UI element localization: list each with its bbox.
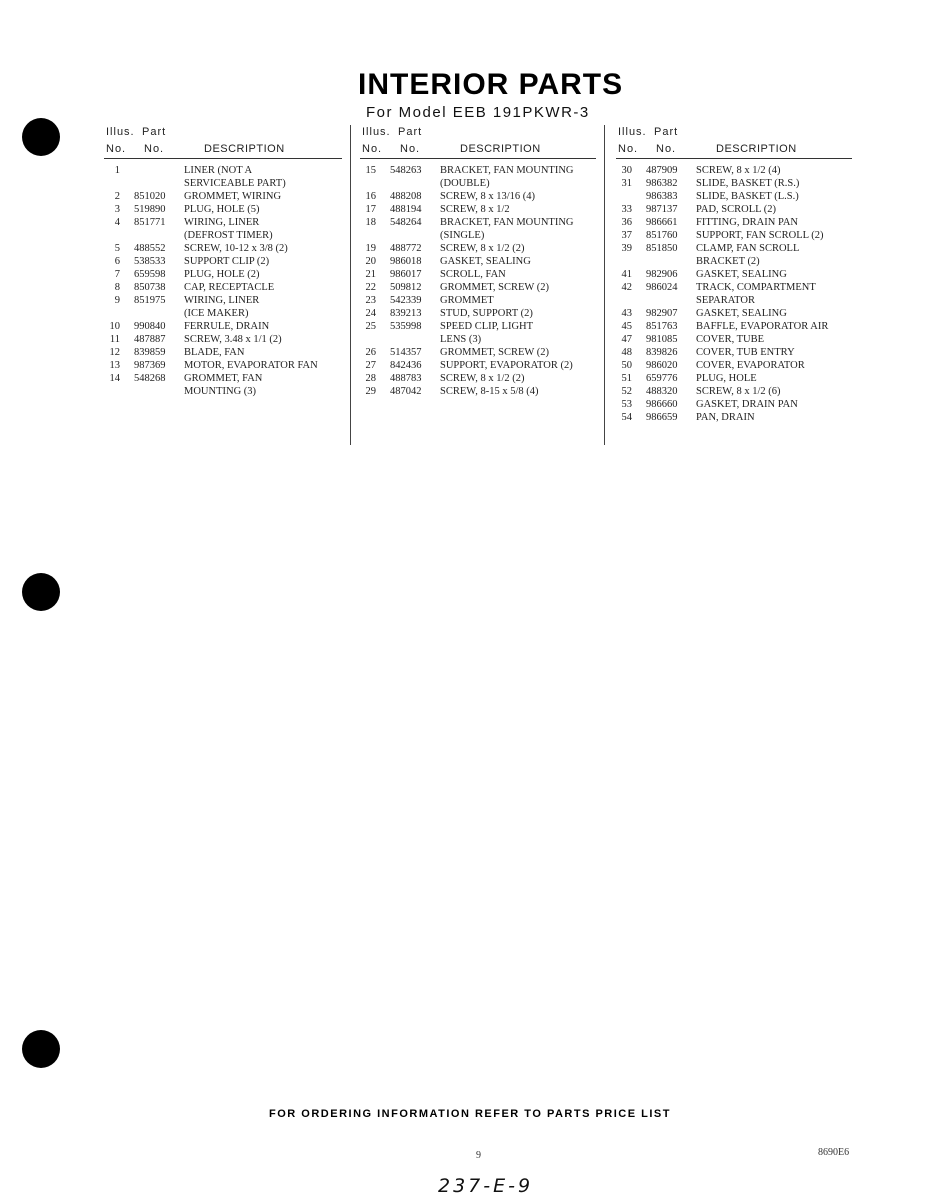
part-description: SCREW, 8 x 1/2 (4) <box>696 165 781 176</box>
part-number: 986382 <box>646 178 678 189</box>
column-header <box>616 124 852 159</box>
part-number: 538533 <box>134 256 166 267</box>
part-number: 542339 <box>390 295 422 306</box>
illus-number: 20 <box>365 256 376 267</box>
part-number: 839213 <box>390 308 422 319</box>
header-illus: Illus. <box>618 126 647 138</box>
illus-number: 26 <box>365 347 376 358</box>
part-row <box>616 294 852 307</box>
parts-rows <box>104 159 342 398</box>
illus-number: 17 <box>365 204 376 215</box>
part-row <box>360 333 596 346</box>
header-part-no: No. <box>144 143 165 155</box>
part-number: 487042 <box>390 386 422 397</box>
part-row <box>360 281 596 294</box>
part-number: 488208 <box>390 191 422 202</box>
part-row <box>616 411 852 424</box>
part-number: 659776 <box>646 373 678 384</box>
header-part: Part <box>398 126 423 138</box>
part-row <box>104 190 342 203</box>
part-row <box>616 320 852 333</box>
illus-number: 16 <box>365 191 376 202</box>
model-subtitle: For Model EEB 191PKWR-3 <box>366 104 590 121</box>
illus-number: 24 <box>365 308 376 319</box>
part-row <box>616 177 852 190</box>
part-description: (DEFROST TIMER) <box>184 230 273 241</box>
page-number: 9 <box>476 1150 481 1161</box>
part-number: 514357 <box>390 347 422 358</box>
illus-number: 1 <box>114 165 120 176</box>
part-number: 535998 <box>390 321 422 332</box>
part-description: GASKET, SEALING <box>440 256 531 267</box>
part-description: GROMMET, WIRING <box>184 191 282 202</box>
header-description: DESCRIPTION <box>460 143 541 155</box>
part-number: 986024 <box>646 282 678 293</box>
part-row <box>616 398 852 411</box>
part-number: 659598 <box>134 269 166 280</box>
header-description: DESCRIPTION <box>204 143 285 155</box>
part-number: 851020 <box>134 191 166 202</box>
binder-hole-middle <box>22 573 60 611</box>
part-description: (DOUBLE) <box>440 178 490 189</box>
part-row <box>360 385 596 398</box>
part-row <box>616 346 852 359</box>
part-row <box>104 320 342 333</box>
part-row <box>616 255 852 268</box>
part-description: FITTING, DRAIN PAN <box>696 217 798 228</box>
part-description: BRACKET, FAN MOUNTING <box>440 165 574 176</box>
parts-column-3 <box>616 124 852 424</box>
illus-number: 36 <box>621 217 632 228</box>
column-divider <box>604 125 605 445</box>
part-number: 987369 <box>134 360 166 371</box>
part-description: GASKET, DRAIN PAN <box>696 399 798 410</box>
part-number: 982906 <box>646 269 678 280</box>
part-row <box>616 307 852 320</box>
column-header <box>104 124 342 159</box>
part-row <box>360 268 596 281</box>
illus-number: 18 <box>365 217 376 228</box>
part-row <box>616 372 852 385</box>
part-number: 986383 <box>646 191 678 202</box>
part-number: 986660 <box>646 399 678 410</box>
part-number: 986018 <box>390 256 422 267</box>
illus-number: 51 <box>621 373 632 384</box>
part-description: BAFFLE, EVAPORATOR AIR <box>696 321 829 332</box>
illus-number: 29 <box>365 386 376 397</box>
part-number: 487887 <box>134 334 166 345</box>
illus-number: 5 <box>114 243 120 254</box>
part-description: PLUG, HOLE (2) <box>184 269 260 280</box>
part-number: 548264 <box>390 217 422 228</box>
part-number: 509812 <box>390 282 422 293</box>
part-number: 488772 <box>390 243 422 254</box>
part-number: 842436 <box>390 360 422 371</box>
illus-number: 30 <box>621 165 632 176</box>
header-illus-no: No. <box>106 143 127 155</box>
illus-number: 53 <box>621 399 632 410</box>
part-row <box>360 294 596 307</box>
illus-number: 23 <box>365 295 376 306</box>
illus-number: 8 <box>114 282 120 293</box>
header-illus-no: No. <box>362 143 383 155</box>
part-number: 982907 <box>646 308 678 319</box>
part-number: 851763 <box>646 321 678 332</box>
part-row <box>360 164 596 177</box>
part-row <box>360 359 596 372</box>
part-row <box>104 307 342 320</box>
binder-hole-bottom <box>22 1030 60 1068</box>
part-number: 851760 <box>646 230 678 241</box>
part-row <box>104 216 342 229</box>
part-description: STUD, SUPPORT (2) <box>440 308 533 319</box>
illus-number: 21 <box>365 269 376 280</box>
illus-number: 50 <box>621 360 632 371</box>
part-number: 851975 <box>134 295 166 306</box>
header-part: Part <box>654 126 679 138</box>
part-row <box>104 372 342 385</box>
part-number: 987137 <box>646 204 678 215</box>
part-row <box>104 255 342 268</box>
part-row <box>616 281 852 294</box>
part-number: 488194 <box>390 204 422 215</box>
part-description: (ICE MAKER) <box>184 308 249 319</box>
part-description: PAD, SCROLL (2) <box>696 204 777 215</box>
illus-number: 10 <box>109 321 120 332</box>
part-description: SEPARATOR <box>696 295 755 306</box>
part-description: SUPPORT, EVAPORATOR (2) <box>440 360 573 371</box>
part-row <box>104 242 342 255</box>
part-description: SCROLL, FAN <box>440 269 506 280</box>
part-description: COVER, TUB ENTRY <box>696 347 795 358</box>
illus-number: 9 <box>114 295 120 306</box>
illus-number: 14 <box>109 373 120 384</box>
part-number: 981085 <box>646 334 678 345</box>
column-divider <box>350 125 351 445</box>
part-description: TRACK, COMPARTMENT <box>696 282 816 293</box>
part-description: SCREW, 8 x 1/2 <box>440 204 510 215</box>
part-row <box>104 385 342 398</box>
part-description: GROMMET, SCREW (2) <box>440 347 549 358</box>
illus-number: 11 <box>109 334 120 345</box>
part-number: 488783 <box>390 373 422 384</box>
part-row <box>360 190 596 203</box>
header-description: DESCRIPTION <box>716 143 797 155</box>
part-description: BRACKET, FAN MOUNTING <box>440 217 574 228</box>
part-row <box>616 190 852 203</box>
part-row <box>360 255 596 268</box>
part-description: MOUNTING (3) <box>184 386 257 397</box>
illus-number: 19 <box>365 243 376 254</box>
illus-number: 2 <box>114 191 120 202</box>
part-description: SUPPORT, FAN SCROLL (2) <box>696 230 824 241</box>
part-row <box>616 359 852 372</box>
part-row <box>104 359 342 372</box>
part-description: CAP, RECEPTACLE <box>184 282 275 293</box>
document-code: 8690E6 <box>818 1147 850 1158</box>
part-row <box>360 203 596 216</box>
part-description: SLIDE, BASKET (L.S.) <box>696 191 799 202</box>
part-description: SCREW, 3.48 x 1/1 (2) <box>184 334 282 345</box>
part-description: SLIDE, BASKET (R.S.) <box>696 178 800 189</box>
page-title: INTERIOR PARTS <box>358 68 624 101</box>
part-row <box>104 294 342 307</box>
part-number: 839859 <box>134 347 166 358</box>
illus-number: 43 <box>621 308 632 319</box>
part-description: COVER, EVAPORATOR <box>696 360 805 371</box>
illus-number: 52 <box>621 386 632 397</box>
binder-hole-top <box>22 118 60 156</box>
part-row <box>360 229 596 242</box>
illus-number: 28 <box>365 373 376 384</box>
part-row <box>104 268 342 281</box>
parts-column-2 <box>360 124 596 398</box>
part-number: 986661 <box>646 217 678 228</box>
part-row <box>104 177 342 190</box>
part-description: MOTOR, EVAPORATOR FAN <box>184 360 318 371</box>
part-row <box>360 372 596 385</box>
part-number: 519890 <box>134 204 166 215</box>
part-row <box>360 307 596 320</box>
part-description: FERRULE, DRAIN <box>184 321 270 332</box>
illus-number: 27 <box>365 360 376 371</box>
part-description: GROMMET, FAN <box>184 373 263 384</box>
part-row <box>616 216 852 229</box>
header-part-no: No. <box>656 143 677 155</box>
part-number: 548263 <box>390 165 422 176</box>
illus-number: 4 <box>114 217 120 228</box>
part-description: BLADE, FAN <box>184 347 245 358</box>
illus-number: 22 <box>365 282 376 293</box>
illus-number: 39 <box>621 243 632 254</box>
header-illus: Illus. <box>362 126 391 138</box>
illus-number: 47 <box>621 334 632 345</box>
illus-number: 45 <box>621 321 632 332</box>
part-description: PLUG, HOLE <box>696 373 757 384</box>
part-description: BRACKET (2) <box>696 256 760 267</box>
illus-number: 12 <box>109 347 120 358</box>
part-description: GASKET, SEALING <box>696 269 787 280</box>
part-description: LENS (3) <box>440 334 482 345</box>
header-illus: Illus. <box>106 126 135 138</box>
illus-number: 6 <box>114 256 120 267</box>
illus-number: 31 <box>621 178 632 189</box>
illus-number: 13 <box>109 360 120 371</box>
parts-rows <box>360 159 596 398</box>
part-row <box>616 333 852 346</box>
header-illus-no: No. <box>618 143 639 155</box>
part-number: 990840 <box>134 321 166 332</box>
illus-number: 41 <box>621 269 632 280</box>
part-row <box>104 281 342 294</box>
part-row <box>104 229 342 242</box>
part-number: 488552 <box>134 243 166 254</box>
illus-number: 15 <box>365 165 376 176</box>
part-description: SCREW, 10-12 x 3/8 (2) <box>184 243 288 254</box>
illus-number: 42 <box>621 282 632 293</box>
part-description: WIRING, LINER <box>184 295 260 306</box>
part-number: 851771 <box>134 217 166 228</box>
part-description: SERVICEABLE PART) <box>184 178 286 189</box>
part-row <box>360 216 596 229</box>
part-description: SCREW, 8 x 1/2 (2) <box>440 373 525 384</box>
parts-rows <box>616 159 852 424</box>
part-row <box>104 164 342 177</box>
part-description: SCREW, 8-15 x 5/8 (4) <box>440 386 539 397</box>
illus-number: 7 <box>114 269 120 280</box>
part-row <box>104 333 342 346</box>
part-number: 986017 <box>390 269 422 280</box>
part-description: LINER (NOT A <box>184 165 253 176</box>
part-number: 487909 <box>646 165 678 176</box>
part-row <box>616 164 852 177</box>
part-number: 839826 <box>646 347 678 358</box>
header-part: Part <box>142 126 167 138</box>
illus-number: 33 <box>621 204 632 215</box>
part-number: 850738 <box>134 282 166 293</box>
part-description: SPEED CLIP, LIGHT <box>440 321 534 332</box>
column-header <box>360 124 596 159</box>
illus-number: 54 <box>621 412 632 423</box>
part-number: 548268 <box>134 373 166 384</box>
part-number: 488320 <box>646 386 678 397</box>
part-number: 986659 <box>646 412 678 423</box>
part-description: GASKET, SEALING <box>696 308 787 319</box>
part-row <box>616 242 852 255</box>
part-description: PAN, DRAIN <box>696 412 755 423</box>
part-row <box>616 229 852 242</box>
part-description: SCREW, 8 x 1/2 (2) <box>440 243 525 254</box>
parts-column-1 <box>104 124 342 398</box>
part-row <box>616 203 852 216</box>
part-row <box>616 268 852 281</box>
part-description: COVER, TUBE <box>696 334 765 345</box>
handwritten-reference: 237-E-9 <box>438 1175 534 1197</box>
illus-number: 37 <box>621 230 632 241</box>
header-part-no: No. <box>400 143 421 155</box>
part-description: CLAMP, FAN SCROLL <box>696 243 800 254</box>
ordering-note: FOR ORDERING INFORMATION REFER TO PARTS PRICE LIST <box>269 1108 671 1120</box>
part-row <box>360 320 596 333</box>
part-row <box>616 385 852 398</box>
part-row <box>360 346 596 359</box>
part-description: SUPPORT CLIP (2) <box>184 256 270 267</box>
part-description: SCREW, 8 x 13/16 (4) <box>440 191 535 202</box>
part-description: PLUG, HOLE (5) <box>184 204 260 215</box>
illus-number: 48 <box>621 347 632 358</box>
part-description: GROMMET, SCREW (2) <box>440 282 549 293</box>
part-description: (SINGLE) <box>440 230 485 241</box>
part-description: SCREW, 8 x 1/2 (6) <box>696 386 781 397</box>
part-row <box>104 203 342 216</box>
part-number: 986020 <box>646 360 678 371</box>
part-description: WIRING, LINER <box>184 217 260 228</box>
part-row <box>104 346 342 359</box>
illus-number: 3 <box>114 204 120 215</box>
part-row <box>360 177 596 190</box>
part-description: GROMMET <box>440 295 494 306</box>
illus-number: 25 <box>365 321 376 332</box>
part-row <box>360 242 596 255</box>
part-number: 851850 <box>646 243 678 254</box>
